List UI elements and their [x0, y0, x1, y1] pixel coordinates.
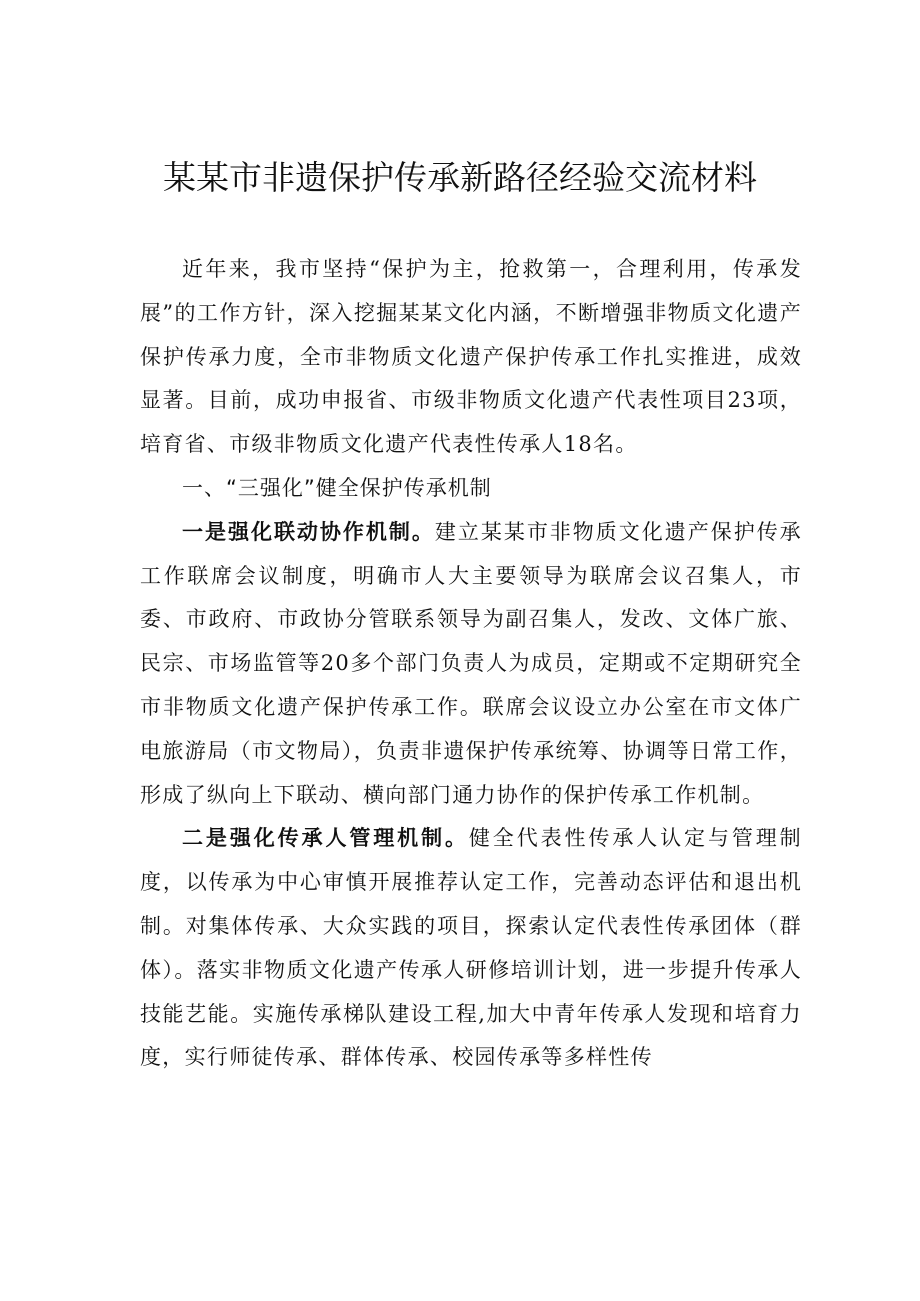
point-one-text: 建立某某市非物质文化遗产保护传承工作联席会议制度，明确市人大主要领导为联席会议召集人，市委、市政府、市政协分管联系领导为副召集人，发改、文体广旅、民宗、市场监管等20多个部门负责人为成员，定期或不定期研究全市非物质文化遗产保护传承工作。联席会议设立办公室在市文体广电旅游局（市文物局），负责非遗保护传承统筹、协调等日常工作，形成了纵向上下联动、横向部门通力协作的保护传承工作机制。 [140, 519, 802, 807]
point-two-paragraph [140, 817, 802, 1080]
document-body [140, 248, 802, 1080]
point-two-text: 健全代表性传承人认定与管理制度，以传承为中心审慎开展推荐认定工作，完善动态评估和退出机制。对集体传承、大众实践的项目，探索认定代表性传承团体（群体）。落实非物质文化遗产传承人研修培训计划，进一步提升传承人技能艺能。实施传承梯队建设工程,加大中青年传承人发现和培育力度，实行师徒传承、群体传承、校园传承等多样性传 [140, 826, 802, 1070]
section-heading: 一、“三强化”健全保护传承机制 [182, 475, 492, 500]
document-title: 某某市非遗保护传承新路径经验交流材料 [163, 158, 757, 197]
point-one-paragraph [140, 511, 802, 818]
point-one-lead: 一是强化联动协作机制。 [182, 519, 435, 544]
point-two-lead: 二是强化传承人管理机制。 [182, 826, 469, 851]
intro-paragraph: 近年来，我市坚持“保护为主，抢救第一，合理利用，传承发展”的工作方针，深入挖掘某某文化内涵，不断增强非物质文化遗产保护传承力度，全市非物质文化遗产保护传承工作扎实推进，成效显著。目前，成功申报省、市级非物质文化遗产代表性项目23项，培育省、市级非物质文化遗产代表性传承人18名。 [140, 257, 802, 457]
